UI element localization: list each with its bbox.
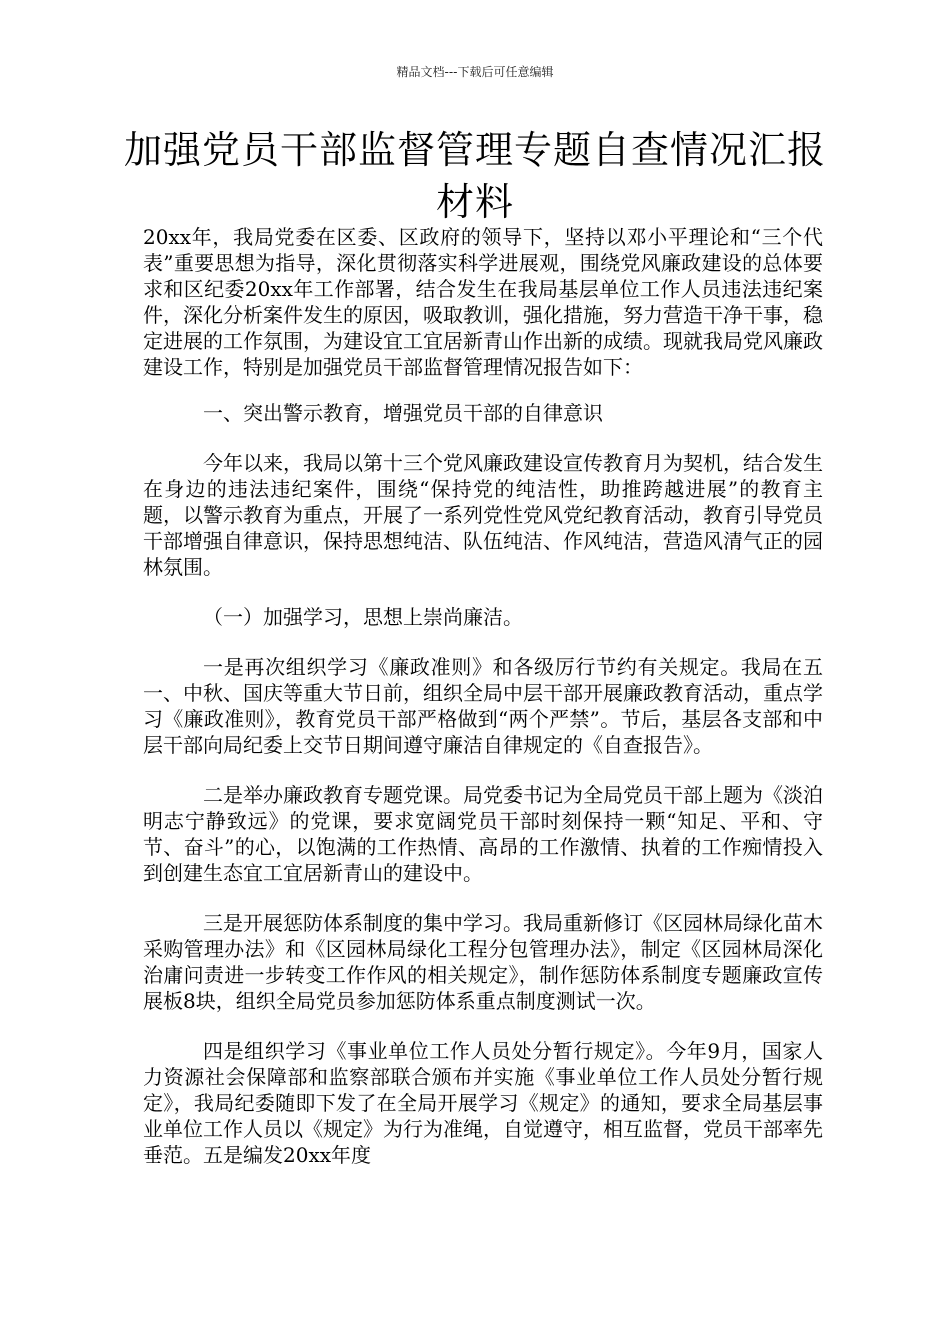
section-heading-1: 一、突出警示教育，增强党员干部的自律意识 xyxy=(203,401,603,425)
item-4-paragraph: 四是组织学习《事业单位工作人员处分暂行规定》。今年9月，国家人力资源社会保障部和监察部联合颁布并实施《事业单位工作人员处分暂行规定》，我局纪委随即下发了在全局开展学习《规定》的通知，要求全局基层事业单位工作人员以《规定》为行为准绳，自觉遵守，相互监督，党员干部率先垂范。五是编发20xx年度 xyxy=(143,1039,823,1167)
item-1-paragraph: 一是再次组织学习《廉政准则》和各级厉行节约有关规定。我局在五一、中秋、国庆等重大节日前，组织全局中层干部开展廉政教育活动，重点学习《廉政准则》，教育党员干部严格做到“两个严禁”。节后，基层各支部和中层干部向局纪委上交节日期间遵守廉洁自律规定的《自查报告》。 xyxy=(143,655,823,757)
document-body xyxy=(143,224,823,1192)
item-2-paragraph: 二是举办廉政教育专题党课。局党委书记为全局党员干部上题为《淡泊明志宁静致远》的党课，要求宽阔党员干部时刻保持一颗“知足、平和、守节、奋斗”的心，以饱满的工作热情、高昂的工作激情、执着的工作痴情投入到创建生态宜工宜居新青山的建设中。 xyxy=(143,783,823,885)
section-1-paragraph: 今年以来，我局以第十三个党风廉政建设宣传教育月为契机，结合发生在身边的违法违纪案件，围绕“保持党的纯洁性，助推跨越进展”的教育主题，以警示教育为重点，开展了一系列党性党风党纪教育活动，教育引导党员干部增强自律意识，保持思想纯洁、队伍纯洁、作风纯洁，营造风清气正的园林氛围。 xyxy=(143,451,823,579)
intro-paragraph: 20xx年，我局党委在区委、区政府的领导下，坚持以邓小平理论和“三个代表”重要思想为指导，深化贯彻落实科学进展观，围绕党风廉政建设的总体要求和区纪委20xx年工作部署，结合发生在我局基层单位工作人员违法违纪案件，深化分析案件发生的原因，吸取教训，强化措施，努力营造干净干事，稳定进展的工作氛围，为建设宜工宜居新青山作出新的成绩。现就我局党风廉政建设工作，特别是加强党员干部监督管理情况报告如下： xyxy=(143,225,823,379)
subsection-heading-1: （一）加强学习，思想上崇尚廉洁。 xyxy=(203,605,523,629)
item-3-paragraph: 三是开展惩防体系制度的集中学习。我局重新修订《区园林局绿化苗木采购管理办法》和《区园林局绿化工程分包管理办法》，制定《区园林局深化治庸问责进一步转变工作作风的相关规定》，制作惩防体系制度专题廉政宣传展板8块，组织全局党员参加惩防体系重点制度测试一次。 xyxy=(143,911,823,1013)
document-title: 加强党员干部监督管理专题自查情况汇报材料 xyxy=(123,128,826,224)
header-note: 精品文档---下载后可任意编辑 xyxy=(396,65,554,79)
